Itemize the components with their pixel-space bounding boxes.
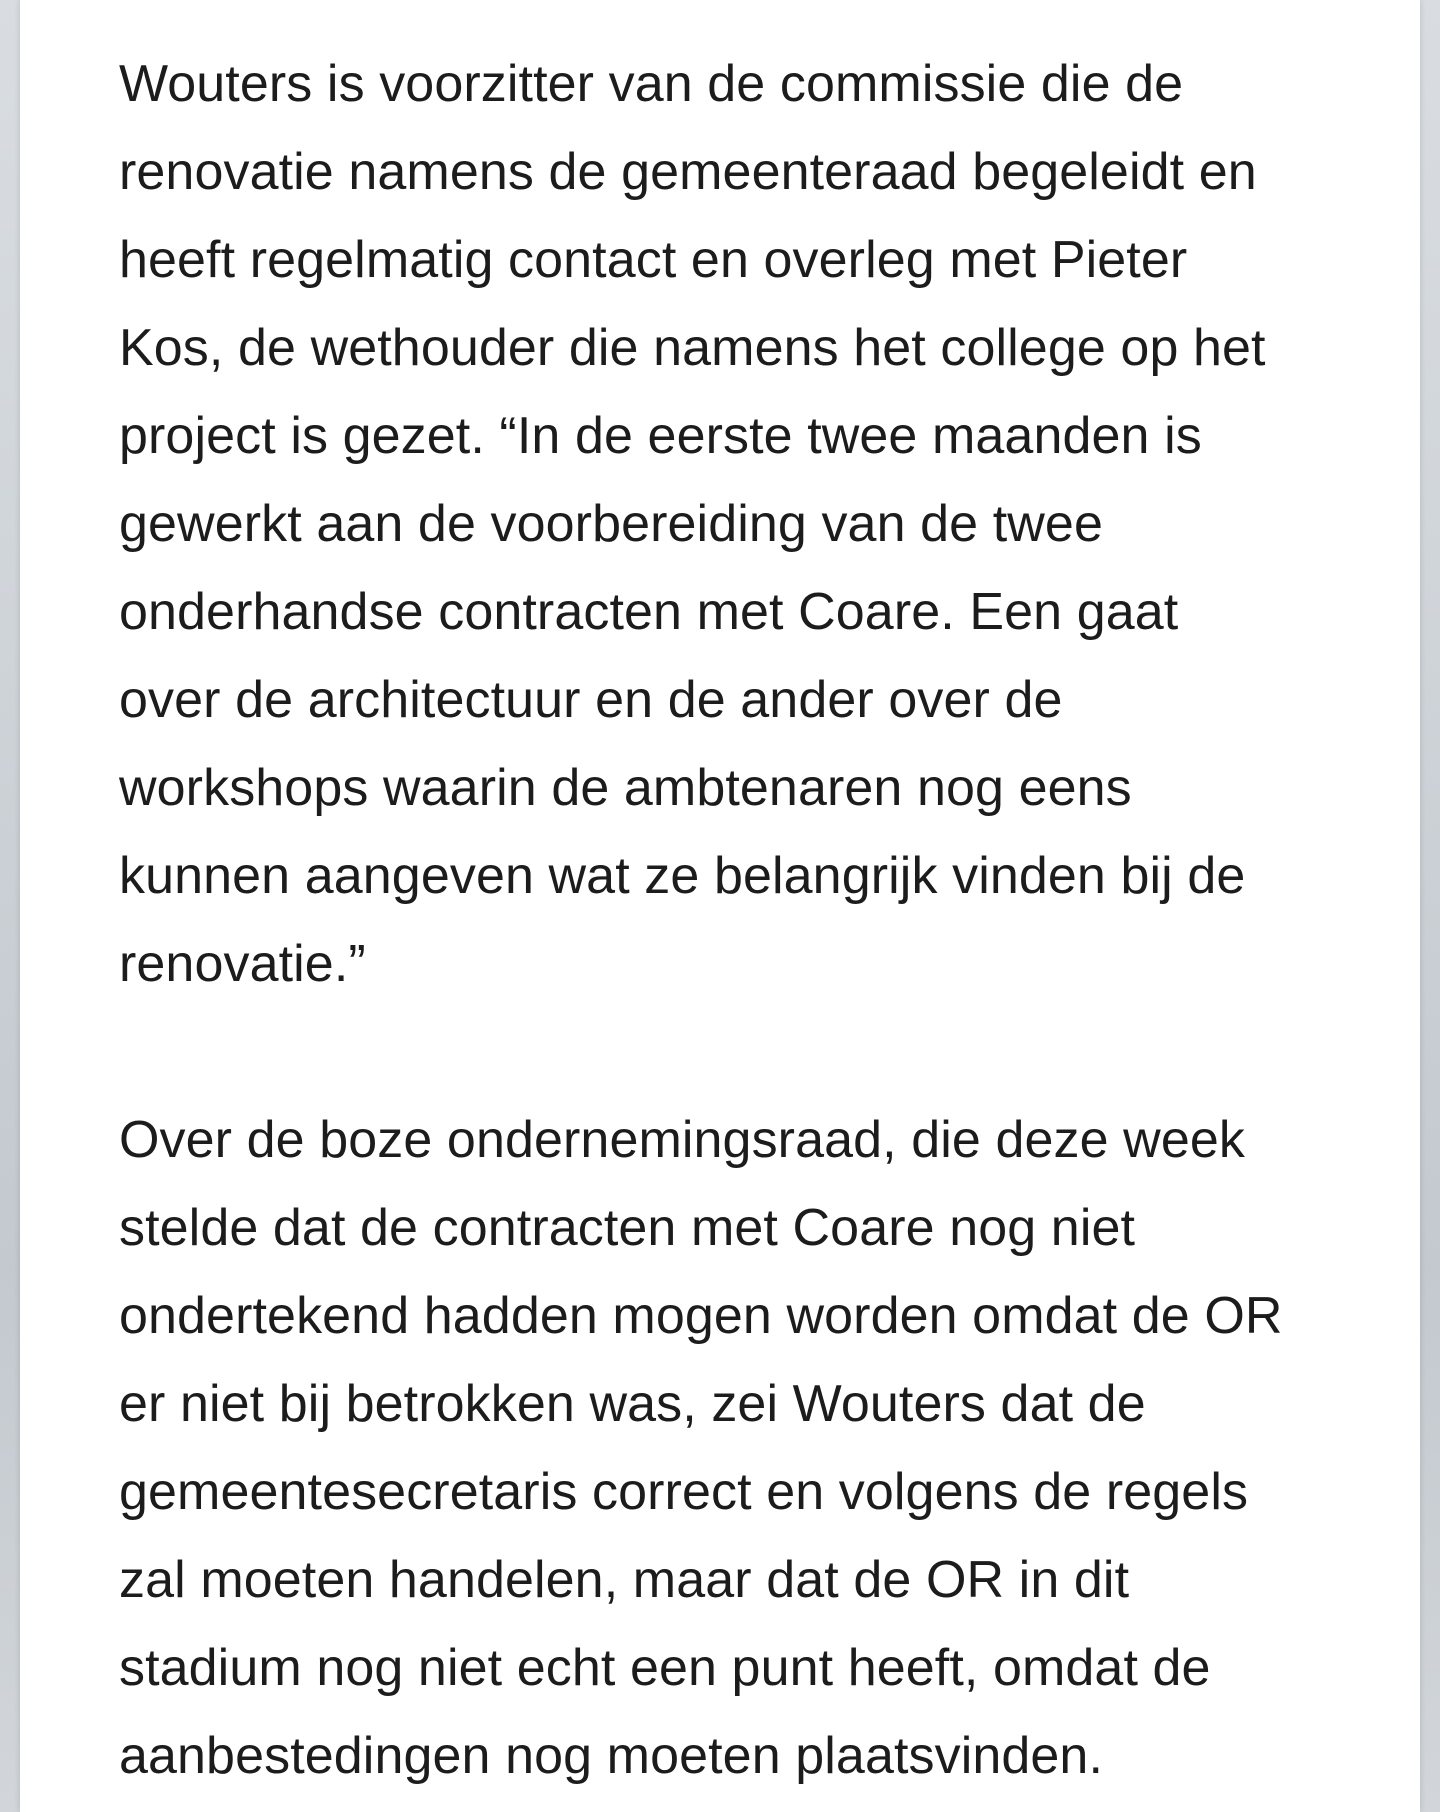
paragraph-line: onderhandse contracten met Coare. Een gaat bbox=[119, 583, 1179, 641]
paragraph-line: Kos, de wethouder die namens het college op het bbox=[119, 319, 1266, 377]
paragraph-line: aanbestedingen nog moeten plaatsvinden. bbox=[119, 1727, 1104, 1785]
paragraph-line: renovatie.” bbox=[119, 935, 366, 993]
paragraph-2 bbox=[119, 1096, 1379, 1800]
paragraph-line: kunnen aangeven wat ze belangrijk vinden bij de bbox=[119, 847, 1246, 905]
paragraph-line: stadium nog niet echt een punt heeft, omdat de bbox=[119, 1639, 1211, 1697]
paragraph-line: Wouters is voorzitter van de commissie die de bbox=[119, 55, 1184, 113]
paragraph-line: er niet bij betrokken was, zei Wouters dat de bbox=[119, 1375, 1146, 1433]
paragraph-line: stelde dat de contracten met Coare nog niet bbox=[119, 1199, 1136, 1257]
paragraph-line: heeft regelmatig contact en overleg met Pieter bbox=[119, 231, 1188, 289]
paragraph-line: renovatie namens de gemeenteraad begeleidt en bbox=[119, 143, 1257, 201]
paragraph-line: zal moeten handelen, maar dat de OR in dit bbox=[119, 1551, 1130, 1609]
article-body bbox=[119, 40, 1379, 1800]
paragraph-1 bbox=[119, 40, 1379, 1008]
paragraph-line: workshops waarin de ambtenaren nog eens bbox=[119, 759, 1132, 817]
paragraph-line: project is gezet. “In de eerste twee maanden is bbox=[119, 407, 1202, 465]
article-card bbox=[20, 0, 1420, 1812]
paragraph-line: Over de boze ondernemingsraad, die deze week bbox=[119, 1111, 1245, 1169]
paragraph-line: ondertekend hadden mogen worden omdat de OR bbox=[119, 1287, 1283, 1345]
paragraph-line: gewerkt aan de voorbereiding van de twee bbox=[119, 495, 1103, 553]
paragraph-line: over de architectuur en de ander over de bbox=[119, 671, 1063, 729]
paragraph-line: gemeentesecretaris correct en volgens de regels bbox=[119, 1463, 1249, 1521]
